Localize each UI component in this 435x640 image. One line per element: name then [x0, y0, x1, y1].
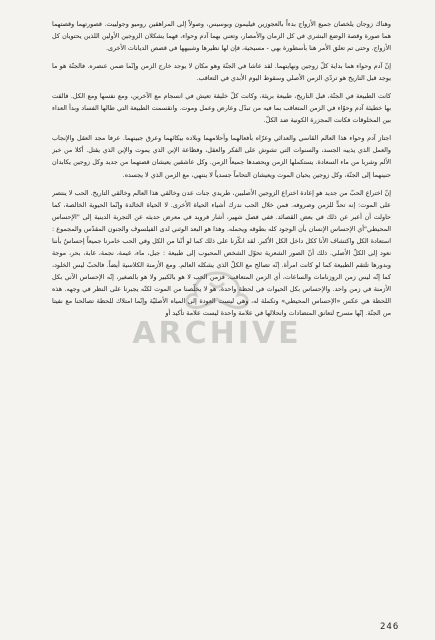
watermark-text: ARCHIVE	[132, 316, 302, 351]
body-text	[52, 18, 391, 608]
paragraph: اجتاز آدم وحواء هذا العالم القاسي والعدائي وعرّاه بأفعالهما وأحلامهما وبلاده بيكائهما وعرق جبينهما. عرفا مجد العقل والإنجاب والعمل الذي يذيبه الجسد، والسنوات التي تشوش على الفكر والعقل، وفظاعة الإبن الذي يموت والإبن الذي يقتل. أكلا من خبز الألم وشربا من ماء السعادة. يستكملها الزمن ويحصدها جميعاً الزمن. وكل عاشقين يعيشان قصتهما من جديد وكل زوجين يكابدان حنينهما إلى الجنّة، وكل زوجين يحيان الموت ويعيشان التحاماً جسدياً لا ينتهي، مع الزمن الذي لا يجسده.	[52, 134, 391, 179]
paragraph: إنّ آدم وحواء هما بداية كلّ زوجين ونهايتهما. لقد عاشا في الجنّة وهو مكان لا يوجد خارج الزمن وإنّما ضمن عنصره. فالجنّة هو ما يوجد قبل التاريخ هو تردّي الزمن الأصلي وسقوط اليوم الأبدي في التعاقب.	[52, 62, 391, 83]
paragraph: وهناك زوجان يلخصان جميع الأزواج بدءاً بالعجوزين فيليمون وبوسيس، وصولاً إلى المراهقين روميو وجولييت. قصورتهما وقصتهما هما صورة وقصة الوضع البشري في كل الزمان والأمصار، وتعني بهما آدم وحواء، فهما يشكلان الزوجين الأولين اللذين يحتويان كل الأزواج. وحتى تم تعلق الأمر هنا بأسطورة بهي - مسيحية، فإن لها نظيرها وشبيهها في قصص الديانات الأخرى.	[52, 20, 391, 53]
paragraph: إنّ اختراع الحبّ من جديد هو إعادة اختراع الزوجين الأصليين، طريدي جنات عدن وخالقي هذا العالم وخالقي التاريخ. الحب لا ينتصر على الموت: إنه تحدٍّ للزمن وصروفه. فمن خلال الحب ندرك أشياء الحياة الأخرى. لا الحياة الخالدة وإنّما الحيوية الخالصة، كما حاولت أن أعبر عن ذلك في بعض القصائد. ففي فصل شهير، أشار فرويد في معرض حديثه عن التجربة الدينية إلى "الإحساس المحيطي"أي الإحساس الإنسان بأن الوجود كله بطوقه ويحمله. وهذا هو البعد الوثني لدى الفيلسوف والجنون المقدّس والمجموع : استعادة الكل واكتشاف الأنا ككل داخل الكل الأكبر. لقد انكّزنا على ذلك كما لو أنّنا من الكل وفي الحب خامرنا جميعاً إحساسٌ بأننا نعود إلى الكلّ الأصلي. ذلك أنّ الصور الشعرية تحوّل الشخص المحبوب إلى طبيعة : جبل، ماء، غيمة، نجمة، غابة، بحر، موجة وبدورها تلتقم الطبيعة كما لو كانت امرأة. إنّه تصالح مع الكلّ الذي يشكله العالم. ومع الأزمنة الكلاسية أيضاً. فالحبّ ليس الخلود، كما إنّه ليس زمن الروزنامات والساعات، أي الزمن المتعاقب. فزمن الحب لا هو بالكبير ولا هو بالصغير، إنّه الإحساس الآني بكل الأزمنة في زمن واحد. والإحساس بكل الحيوات في لحظة واحدة، هو لا يخلّصنا من الموت لكنّه يجبرنا على النظر في وجهه. هذه اللحظة هي عكس «الإحساس المحيطي» وتكملة له، وهي ليست العودة إلى المياه الأصليّة وإنّما امتلاك للحظة تصالحنا مع نفيتا من الجنّة. إنّها مسرح لتعانق المتضادات وانحلالها في علامة واحدة ليست علامة تأكيد أو	[52, 188, 391, 318]
paragraph: كانت الطبيعة في الجنّة، قبل التاريخ، طبيعة بريئة، وكانت كلّ خليقة تعيش في انسجام مع الآخرين، ومع نفسها ومع الكل. فالقت بها خطيئة آدم وحوّاء في الزمن المتعاقب بما فيه من تبدّل وعارض وعمل وموت. وانقسمت الطبيعة التي طالها الفساد وبدأ العداء بين المخلوقات فكانت المجزرة الكونية ضد الكلّ.	[52, 92, 391, 125]
page-number: 246	[380, 622, 400, 632]
